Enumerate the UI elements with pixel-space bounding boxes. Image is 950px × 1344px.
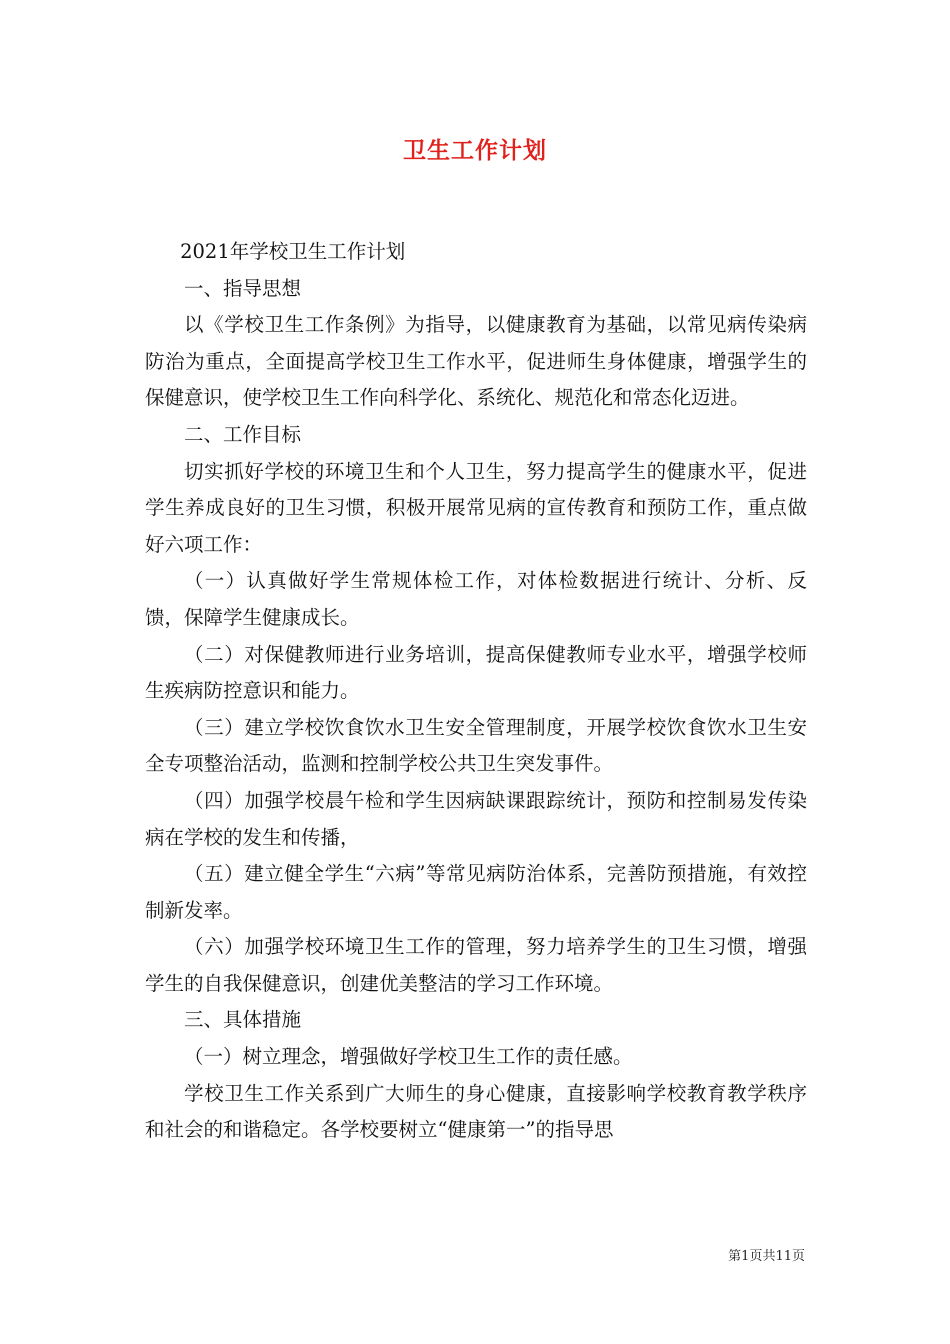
section-heading-work-goals: 二、工作目标 xyxy=(184,422,302,446)
list-item: （一）树立理念，增强做好学校卫生工作的责任感。 xyxy=(184,1045,633,1069)
document-title: 卫生工作计划 xyxy=(403,137,547,164)
paragraph: 以《学校卫生工作条例》为指导，以健康教育为基础，以常见病传染病防治为重点，全面提高学校卫生工作水平，促进师生身体健康，增强学生的保健意识，使学校卫生工作向科学化、系统化、规范化和常态化迈进。 xyxy=(145,313,807,410)
list-item: （三）建立学校饮食饮水卫生安全管理制度，开展学校饮食饮水卫生安全专项整治活动，监测和控制学校公共卫生突发事件。 xyxy=(145,715,807,776)
list-item: （五）建立健全学生“六病”等常见病防治体系，完善防预措施，有效控制新发率。 xyxy=(145,862,807,922)
paragraph-plan-heading: 2021年学校卫生工作计划 xyxy=(180,240,406,263)
page-number: 第1页共11页 xyxy=(728,1249,805,1264)
section-heading-guiding-ideology: 一、指导思想 xyxy=(184,276,302,300)
list-item: （四）加强学校晨午检和学生因病缺课跟踪统计，预防和控制易发传染病在学校的发生和传播， xyxy=(145,788,807,849)
list-item: （六）加强学校环境卫生工作的管理，努力培养学生的卫生习惯，增强学生的自我保健意识，创建优美整洁的学习工作环境。 xyxy=(145,935,807,995)
paragraph: 学校卫生工作关系到广大师生的身心健康，直接影响学校教育教学秩序和社会的和谐稳定。各学校要树立“健康第一”的指导思 xyxy=(145,1081,807,1142)
paragraph: 切实抓好学校的环境卫生和个人卫生，努力提高学生的健康水平，促进学生养成良好的卫生习惯，积极开展常见病的宣传教育和预防工作，重点做好六项工作： xyxy=(145,459,807,556)
list-item: （一）认真做好学生常规体检工作，对体检数据进行统计、分析、反馈，保障学生健康成长。 xyxy=(145,569,807,629)
document-body xyxy=(145,234,807,1149)
list-item: （二）对保健教师进行业务培训，提高保健教师专业水平，增强学校师生疾病防控意识和能力。 xyxy=(145,642,807,703)
section-heading-specific-measures: 三、具体措施 xyxy=(184,1008,302,1032)
